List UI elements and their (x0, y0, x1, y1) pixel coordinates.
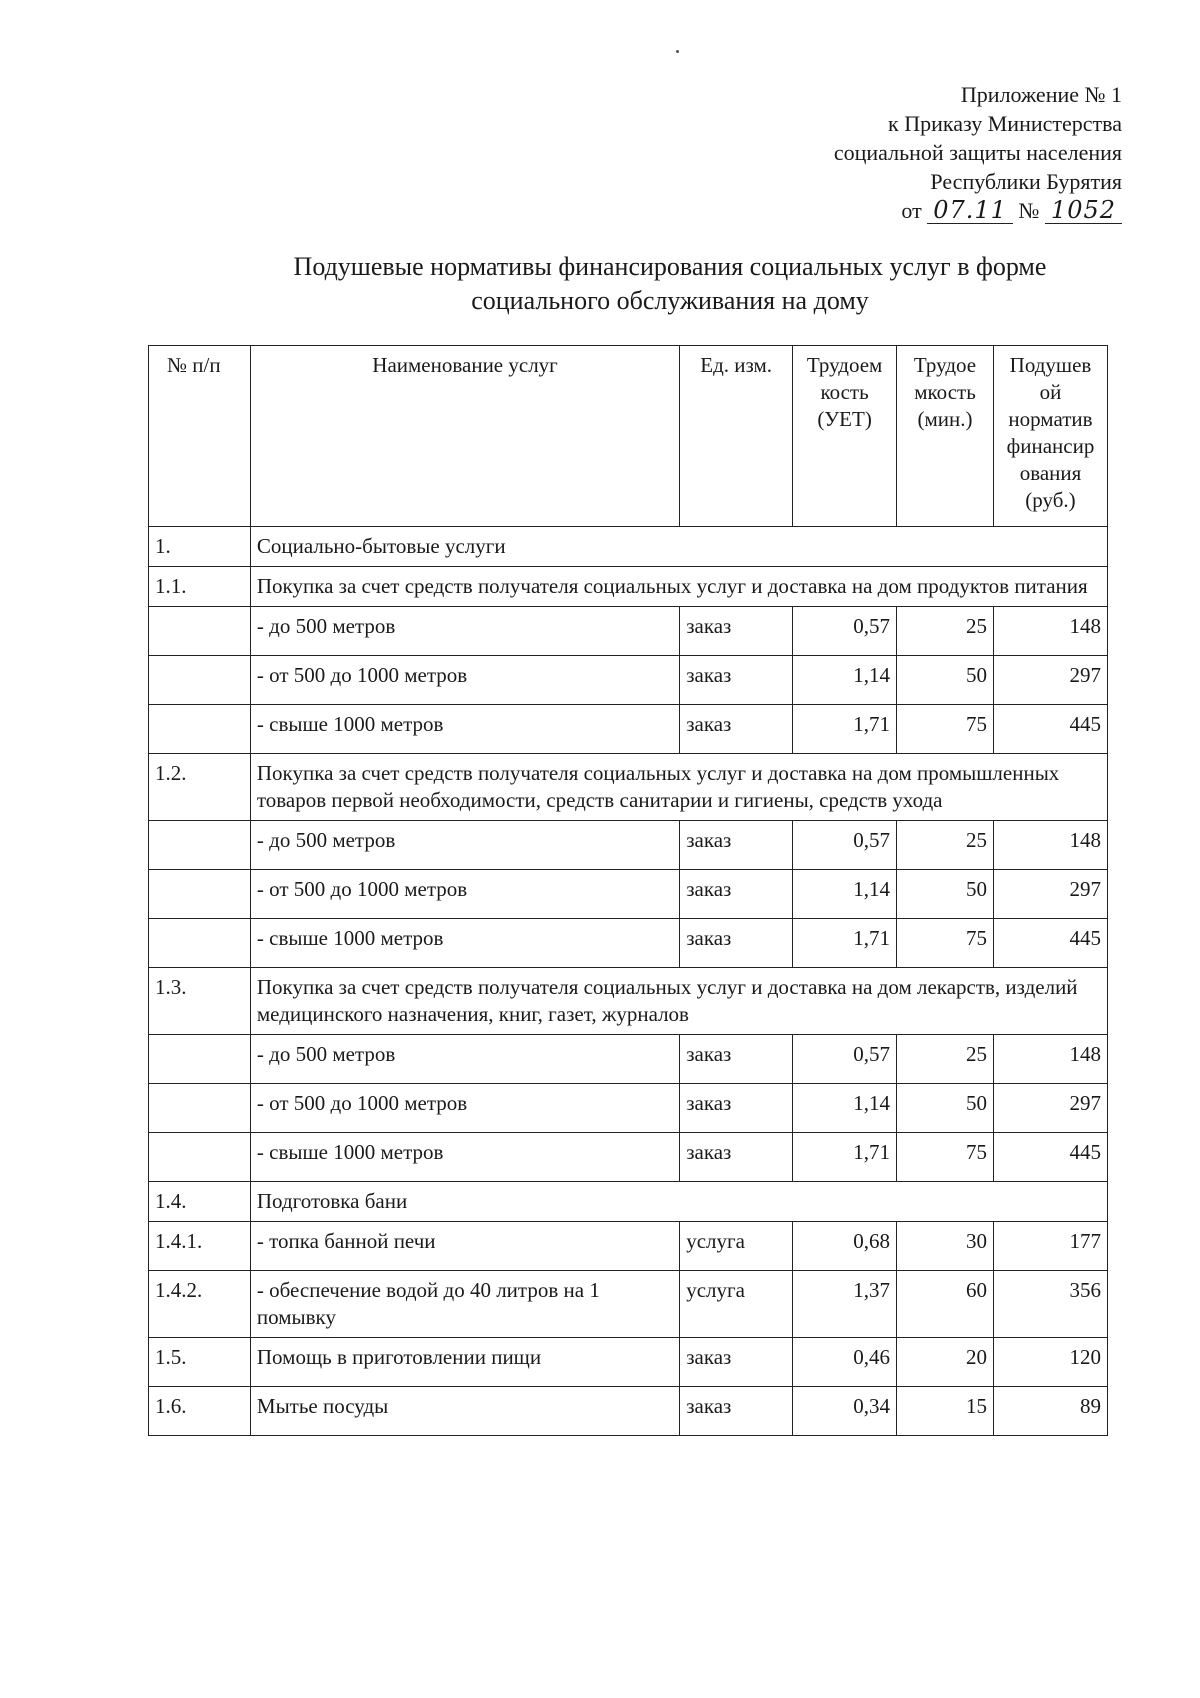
table-row (149, 919, 1108, 968)
appendix-line-2: к Приказу Министерства (888, 111, 1122, 136)
row-norm-cell: 297 (993, 1084, 1107, 1133)
row-number-cell (149, 607, 251, 656)
row-unit-cell: заказ (680, 1133, 793, 1182)
row-labor-min-cell: 50 (897, 656, 994, 705)
row-section-name-cell: Покупка за счет средств получателя социальных услуг и доставка на дом продуктов питания (250, 567, 1107, 607)
row-unit-cell: услуга (680, 1222, 793, 1271)
header-labor-uet: Трудоем кость (УЕТ) (793, 346, 897, 527)
row-unit-cell: заказ (680, 1387, 793, 1436)
row-labor-uet-cell: 0,57 (793, 1035, 897, 1084)
row-number-cell: 1.6. (149, 1387, 251, 1436)
row-labor-min-cell: 75 (897, 919, 994, 968)
row-number-cell (149, 919, 251, 968)
row-number-cell: 1.4. (149, 1182, 251, 1222)
row-unit-cell: заказ (680, 919, 793, 968)
document-title (150, 250, 1190, 318)
row-labor-uet-cell: 0,68 (793, 1222, 897, 1271)
row-norm-cell: 445 (993, 705, 1107, 754)
row-labor-min-cell: 20 (897, 1338, 994, 1387)
header-labor-min: Трудое мкость (мин.) (897, 346, 994, 527)
row-number-cell: 1.3. (149, 968, 251, 1035)
row-number-cell (149, 656, 251, 705)
table-row (149, 968, 1108, 1035)
row-labor-uet-cell: 1,71 (793, 705, 897, 754)
row-name-cell: - обеспечение водой до 40 литров на 1 помывку (250, 1271, 679, 1338)
table-row (149, 1271, 1108, 1338)
table-row (149, 1035, 1108, 1084)
appendix-block (702, 80, 1122, 225)
order-date-number-line (702, 196, 1122, 225)
from-label: от (901, 198, 922, 223)
table-row (149, 1182, 1108, 1222)
row-unit-cell: заказ (680, 1338, 793, 1387)
row-norm-cell: 148 (993, 607, 1107, 656)
row-name-cell: - свыше 1000 метров (250, 1133, 679, 1182)
row-labor-min-cell: 25 (897, 607, 994, 656)
row-number-cell: 1. (149, 527, 251, 567)
row-labor-uet-cell: 1,37 (793, 1271, 897, 1338)
row-norm-cell: 356 (993, 1271, 1107, 1338)
row-section-name-cell: Покупка за счет средств получателя социальных услуг и доставка на дом лекарств, изделий медицинского назначения, книг, газет, журналов (250, 968, 1107, 1035)
row-name-cell: - свыше 1000 метров (250, 705, 679, 754)
row-labor-min-cell: 25 (897, 1035, 994, 1084)
table-row (149, 1133, 1108, 1182)
row-number-cell (149, 1035, 251, 1084)
appendix-line-4: Республики Бурятия (930, 169, 1122, 194)
row-number-cell: 1.2. (149, 754, 251, 821)
table-row (149, 870, 1108, 919)
row-labor-min-cell: 50 (897, 870, 994, 919)
row-norm-cell: 148 (993, 821, 1107, 870)
table-row (149, 754, 1108, 821)
row-number-cell (149, 821, 251, 870)
row-number-cell (149, 1133, 251, 1182)
row-labor-min-cell: 30 (897, 1222, 994, 1271)
row-name-cell: - свыше 1000 метров (250, 919, 679, 968)
row-labor-uet-cell: 0,57 (793, 821, 897, 870)
title-line-1: Подушевые нормативы финансирования социальных услуг в форме (293, 252, 1047, 281)
row-unit-cell: заказ (680, 607, 793, 656)
row-labor-uet-cell: 0,46 (793, 1338, 897, 1387)
row-labor-min-cell: 60 (897, 1271, 994, 1338)
row-number-cell (149, 705, 251, 754)
row-section-name-cell: Подготовка бани (250, 1182, 1107, 1222)
row-section-name-cell: Социально-бытовые услуги (250, 527, 1107, 567)
row-labor-uet-cell: 1,71 (793, 1133, 897, 1182)
row-norm-cell: 120 (993, 1338, 1107, 1387)
row-norm-cell: 445 (993, 919, 1107, 968)
row-labor-uet-cell: 1,71 (793, 919, 897, 968)
header-num: № п/п (149, 346, 251, 527)
row-labor-min-cell: 15 (897, 1387, 994, 1436)
row-norm-cell: 148 (993, 1035, 1107, 1084)
row-norm-cell: 297 (993, 656, 1107, 705)
handwritten-date: 07.11 (927, 197, 1013, 224)
table-row (149, 1084, 1108, 1133)
row-name-cell: - от 500 до 1000 метров (250, 656, 679, 705)
row-labor-uet-cell: 1,14 (793, 870, 897, 919)
row-norm-cell: 445 (993, 1133, 1107, 1182)
scan-speck (676, 50, 679, 53)
row-number-cell: 1.1. (149, 567, 251, 607)
table-row (149, 705, 1108, 754)
table-header-row (149, 346, 1108, 527)
table-body (149, 527, 1108, 1436)
row-labor-min-cell: 75 (897, 1133, 994, 1182)
row-number-cell (149, 1084, 251, 1133)
row-norm-cell: 89 (993, 1387, 1107, 1436)
row-unit-cell: услуга (680, 1271, 793, 1338)
row-labor-uet-cell: 1,14 (793, 656, 897, 705)
row-unit-cell: заказ (680, 821, 793, 870)
row-name-cell: - до 500 метров (250, 607, 679, 656)
row-norm-cell: 177 (993, 1222, 1107, 1271)
row-unit-cell: заказ (680, 656, 793, 705)
row-norm-cell: 297 (993, 870, 1107, 919)
row-name-cell: - от 500 до 1000 метров (250, 1084, 679, 1133)
row-number-cell: 1.5. (149, 1338, 251, 1387)
row-labor-uet-cell: 0,34 (793, 1387, 897, 1436)
row-unit-cell: заказ (680, 870, 793, 919)
table-row (149, 656, 1108, 705)
row-name-cell: Помощь в приготовлении пищи (250, 1338, 679, 1387)
row-name-cell: - от 500 до 1000 метров (250, 870, 679, 919)
appendix-line-1: Приложение № 1 (960, 82, 1122, 107)
row-labor-min-cell: 25 (897, 821, 994, 870)
row-unit-cell: заказ (680, 1084, 793, 1133)
appendix-line-3: социальной защиты населения (833, 140, 1122, 165)
row-labor-min-cell: 75 (897, 705, 994, 754)
row-name-cell: - до 500 метров (250, 1035, 679, 1084)
services-table (148, 345, 1108, 1436)
row-name-cell: - до 500 метров (250, 821, 679, 870)
row-labor-uet-cell: 0,57 (793, 607, 897, 656)
row-number-cell: 1.4.2. (149, 1271, 251, 1338)
table-row (149, 1222, 1108, 1271)
table-row (149, 527, 1108, 567)
table-row (149, 567, 1108, 607)
header-norm: Подушев ой норматив финансир ования (руб.) (993, 346, 1107, 527)
row-number-cell (149, 870, 251, 919)
row-unit-cell: заказ (680, 1035, 793, 1084)
row-name-cell: - топка банной печи (250, 1222, 679, 1271)
row-unit-cell: заказ (680, 705, 793, 754)
row-labor-min-cell: 50 (897, 1084, 994, 1133)
row-number-cell: 1.4.1. (149, 1222, 251, 1271)
table-row (149, 821, 1108, 870)
header-unit: Ед. изм. (680, 346, 793, 527)
table-row (149, 1387, 1108, 1436)
table-row (149, 607, 1108, 656)
row-name-cell: Мытье посуды (250, 1387, 679, 1436)
header-name: Наименование услуг (250, 346, 679, 527)
number-label: № (1018, 198, 1040, 223)
handwritten-order-number: 1052 (1045, 197, 1122, 224)
row-section-name-cell: Покупка за счет средств получателя социальных услуг и доставка на дом промышленных товаров первой необходимости, средств санитарии и гигиены, средств ухода (250, 754, 1107, 821)
row-labor-uet-cell: 1,14 (793, 1084, 897, 1133)
table-row (149, 1338, 1108, 1387)
title-line-2: социального обслуживания на дому (471, 286, 869, 315)
